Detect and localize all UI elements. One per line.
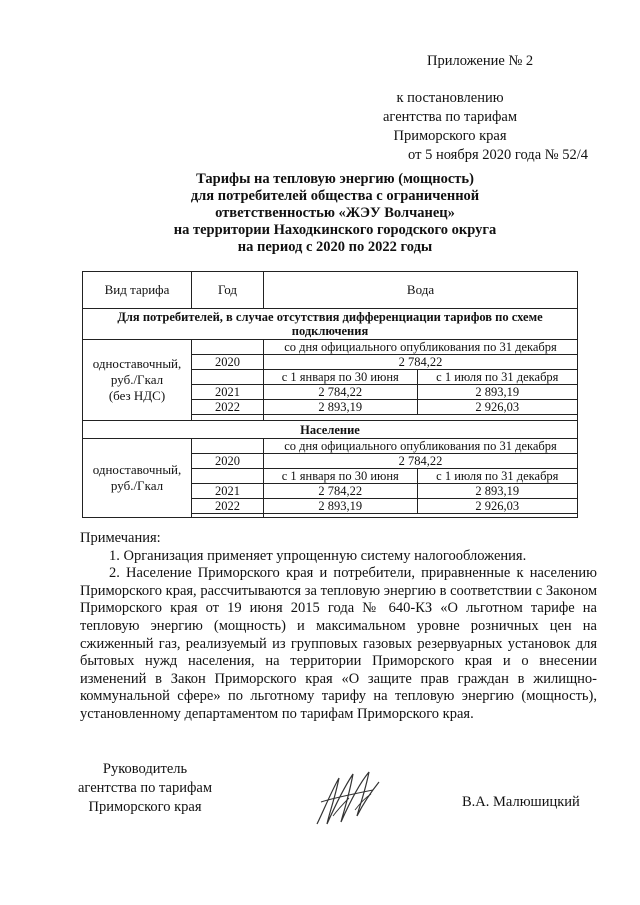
period-h1-cell: с 1 января по 30 июня: [264, 370, 418, 385]
appendix-label: Приложение № 2: [427, 53, 534, 69]
year-cell-blank: [192, 340, 264, 355]
table-header-row: [83, 272, 578, 309]
value-cell: 2 893,19: [417, 385, 577, 400]
table-row: [83, 340, 578, 355]
signer-position-line: агентства по тарифам: [78, 780, 212, 796]
title-line: на территории Находкинского городского округа: [173, 222, 497, 238]
value-cell: 2 893,19: [417, 484, 577, 499]
year-cell: 2021: [192, 484, 264, 499]
value-cell: 2 893,19: [264, 499, 418, 514]
value-cell: 2 893,19: [264, 400, 418, 415]
period-official-cell: со дня официального опубликования по 31 декабря: [264, 340, 578, 355]
section-title-consumers: Для потребителей, в случае отсутствия дифференциации тарифов по схеме подключения: [83, 309, 578, 340]
title-line: для потребителей общества с ограниченной: [190, 188, 480, 204]
title-line: Тарифы на тепловую энергию (мощность): [196, 171, 474, 187]
period-h2-cell: с 1 июля по 31 декабря: [417, 370, 577, 385]
signer-position-line: Руководитель: [102, 761, 188, 777]
col-header-water: Вода: [264, 272, 578, 309]
handwritten-signature: [313, 768, 388, 828]
year-cell: 2020: [192, 454, 264, 469]
year-cell-blank: [192, 439, 264, 454]
tariff-kind-cell: [83, 439, 192, 518]
year-cell: 2022: [192, 499, 264, 514]
year-cell: 2022: [192, 400, 264, 415]
signer-position-line: Приморского края: [88, 799, 202, 815]
signer-position: [78, 760, 212, 817]
period-h1-cell: с 1 января по 30 июня: [264, 469, 418, 484]
resolution-line: агентства по тарифам: [383, 109, 517, 125]
table-row: [83, 439, 578, 454]
tariff-kind-line: руб./Гкал: [110, 478, 164, 493]
tariff-kind-cell: [83, 340, 192, 421]
notes-block: [80, 530, 597, 724]
signer-name: В.А. Малюшицкий: [462, 794, 580, 810]
resolution-line: Приморского края: [393, 128, 507, 144]
year-cell-blank: [192, 514, 264, 518]
period-official-cell: со дня официального опубликования по 31 декабря: [264, 439, 578, 454]
section-row: [83, 309, 578, 340]
section-title-population: Население: [83, 421, 578, 439]
resolution-reference: [330, 89, 588, 165]
resolution-line: к постановлению: [396, 90, 504, 106]
tariff-kind-line: одноставочный,: [92, 462, 182, 477]
note-item: 1. Организация применяет упрощенную систему налогообложения.: [109, 547, 527, 564]
value-cell: 2 784,22: [264, 484, 418, 499]
value-cell: 2 784,22: [264, 355, 578, 370]
col-header-year: Год: [192, 272, 264, 309]
tariff-kind-line: одноставочный,: [92, 356, 182, 371]
tariff-kind-line: руб./Гкал: [110, 372, 164, 387]
resolution-date-line: от 5 ноября 2020 года № 52/4: [408, 147, 588, 163]
value-cell: 2 926,03: [417, 499, 577, 514]
col-header-kind: Вид тарифа: [83, 272, 192, 309]
value-cell: 2 926,03: [417, 400, 577, 415]
title-line: ответственностью «ЖЭУ Волчанец»: [215, 205, 455, 221]
period-h2-cell: с 1 июля по 31 декабря: [417, 469, 577, 484]
empty-cell: [264, 514, 578, 518]
section-row: [83, 421, 578, 439]
note-item: 2. Население Приморского края и потребители, приравненные к населению Приморского края, рассчитываются за тепловую энергию в соответствии с Законом Приморского края от 19 июня 2015 года № 640-КЗ «О льготном тарифе на тепловую энергию (мощность) и максимальном уровне розничных цен на сжиженный газ, реализуемый из групповых газовых резервуарных установок для бытовых нужд населения, на территории Приморского края и о внесении изменений в Закон Приморского края «О защите прав граждан в жилищно-коммунальной сфере» по льготному тарифу на тепловую энергию (мощность), установленному департаментом по тарифам Приморского края.: [80, 565, 597, 722]
tariff-table: [82, 271, 578, 518]
notes-label: Примечания:: [80, 530, 161, 546]
title-line: на период с 2020 по 2022 годы: [237, 239, 433, 255]
value-cell: 2 784,22: [264, 454, 578, 469]
value-cell: 2 784,22: [264, 385, 418, 400]
year-cell-blank: [192, 370, 264, 385]
document-title: [100, 171, 570, 256]
year-cell-blank: [192, 469, 264, 484]
year-cell: 2021: [192, 385, 264, 400]
tariff-kind-line: (без НДС): [108, 388, 166, 403]
year-cell: 2020: [192, 355, 264, 370]
